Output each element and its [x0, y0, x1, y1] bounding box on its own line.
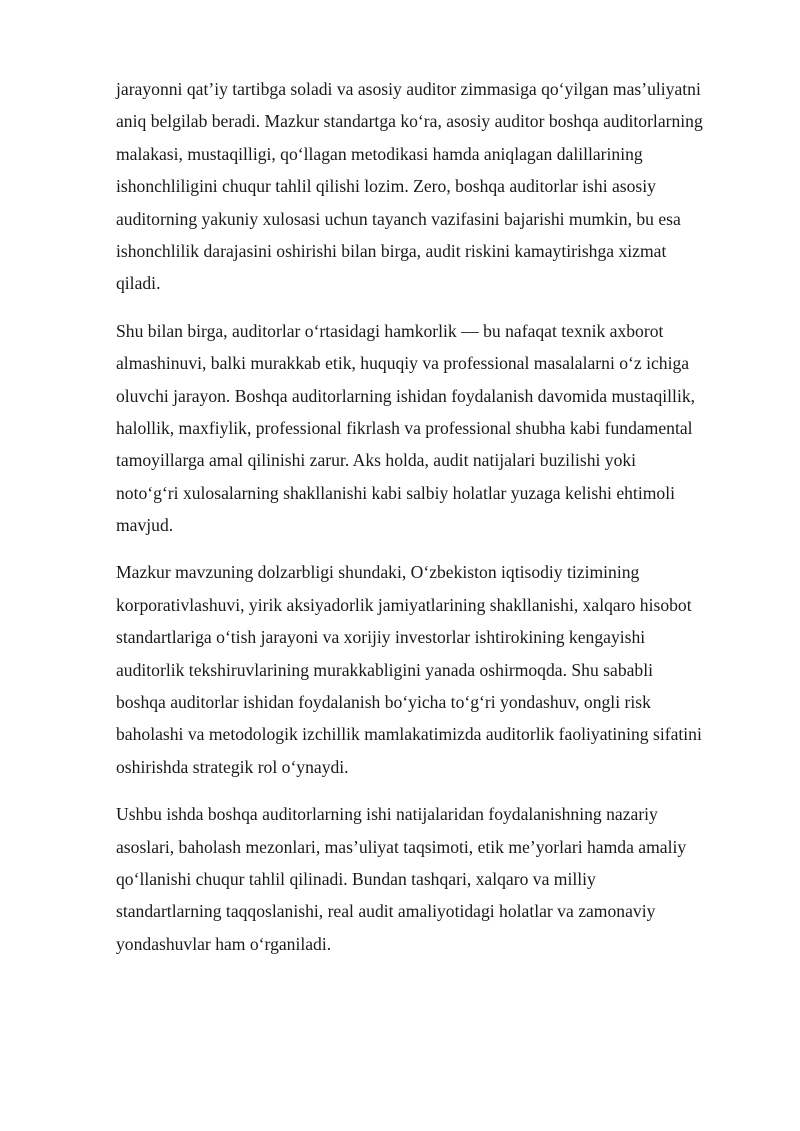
paragraph-line: almashinuvi, balki murakkab etik, huquqiy va professional masalalarni o‘z ichiga — [116, 353, 690, 374]
body-text — [116, 73, 748, 975]
paragraph-line: baholashi va metodologik izchillik mamlakatimizda auditorlik faoliyatining sifatini — [116, 724, 702, 745]
paragraph-line: ishonchliligini chuqur tahlil qilishi lozim. Zero, boshqa auditorlar ishi asosiy — [116, 176, 656, 197]
paragraph-line: malakasi, mustaqilligi, qo‘llagan metodikasi hamda aniqlagan dalillarining — [116, 143, 643, 164]
paragraph-line: aniq belgilab beradi. Mazkur standartga ko‘ra, asosiy auditor boshqa auditorlarning — [116, 111, 703, 132]
paragraph-line: boshqa auditorlar ishidan foydalanish bo‘yicha to‘g‘ri yondashuv, ongli risk — [116, 692, 651, 713]
paragraph-line: jarayonni qat’iy tartibga soladi va asosiy auditor zimmasiga qo‘yilgan mas’uliyatni — [116, 79, 701, 99]
paragraph-line: noto‘g‘ri xulosalarning shakllanishi kabi salbiy holatlar yuzaga kelishi ehtimoli — [116, 482, 675, 503]
paragraph-line: mavjud. — [116, 515, 174, 536]
paragraph-line: auditorlik tekshiruvlarining murakkabligini yanada oshirmoqda. Shu sababli — [116, 659, 653, 680]
paragraph-line: ishonchlilik darajasini oshirishi bilan birga, audit riskini kamaytirishga xizmat — [116, 240, 667, 261]
paragraph-line: oshirishda strategik rol o‘ynaydi. — [116, 756, 349, 777]
paragraph-line: qiladi. — [116, 273, 161, 294]
paragraph-1 — [116, 73, 748, 300]
paragraph-line: yondashuvlar ham o‘rganiladi. — [116, 933, 332, 954]
paragraph-line: tamoyillarga amal qilinishi zarur. Aks holda, audit natijalari buzilishi yoki — [116, 450, 637, 471]
paragraph-line: Mazkur mavzuning dolzarbligi shundaki, O‘zbekiston iqtisodiy tizimining — [116, 562, 640, 583]
paragraph-line: qo‘llanishi chuqur tahlil qilinadi. Bundan tashqari, xalqaro va milliy — [116, 868, 596, 889]
paragraph-line: Ushbu ishda boshqa auditorlarning ishi natijalaridan foydalanishning nazariy — [116, 804, 658, 825]
paragraph-line: standartlariga o‘tish jarayoni va xorijiy investorlar ishtirokining kengayishi — [116, 627, 646, 648]
paragraph-4 — [116, 798, 748, 960]
paragraph-line: oluvchi jarayon. Boshqa auditorlarning ishidan foydalanish davomida mustaqillik, — [116, 385, 696, 406]
paragraph-line: auditorning yakuniy xulosasi uchun tayanch vazifasini bajarishi mumkin, bu esa — [116, 208, 681, 229]
paragraph-line: standartlarning taqqoslanishi, real audit amaliyotidagi holatlar va zamonaviy — [116, 901, 656, 922]
paragraph-line: korporativlashuvi, yirik aksiyadorlik jamiyatlarining shakllanishi, xalqaro hisobot — [116, 594, 692, 615]
paragraph-2 — [116, 315, 748, 542]
paragraph-line: halollik, maxfiylik, professional fikrlash va professional shubha kabi fundamental — [116, 417, 693, 438]
paragraph-line: asoslari, baholash mezonlari, mas’uliyat taqsimoti, etik me’yorlari hamda amaliy — [116, 836, 687, 857]
paragraph-3 — [116, 556, 748, 783]
paragraph-line: Shu bilan birga, auditorlar o‘rtasidagi hamkorlik — bu nafaqat texnik axborot — [116, 320, 664, 341]
